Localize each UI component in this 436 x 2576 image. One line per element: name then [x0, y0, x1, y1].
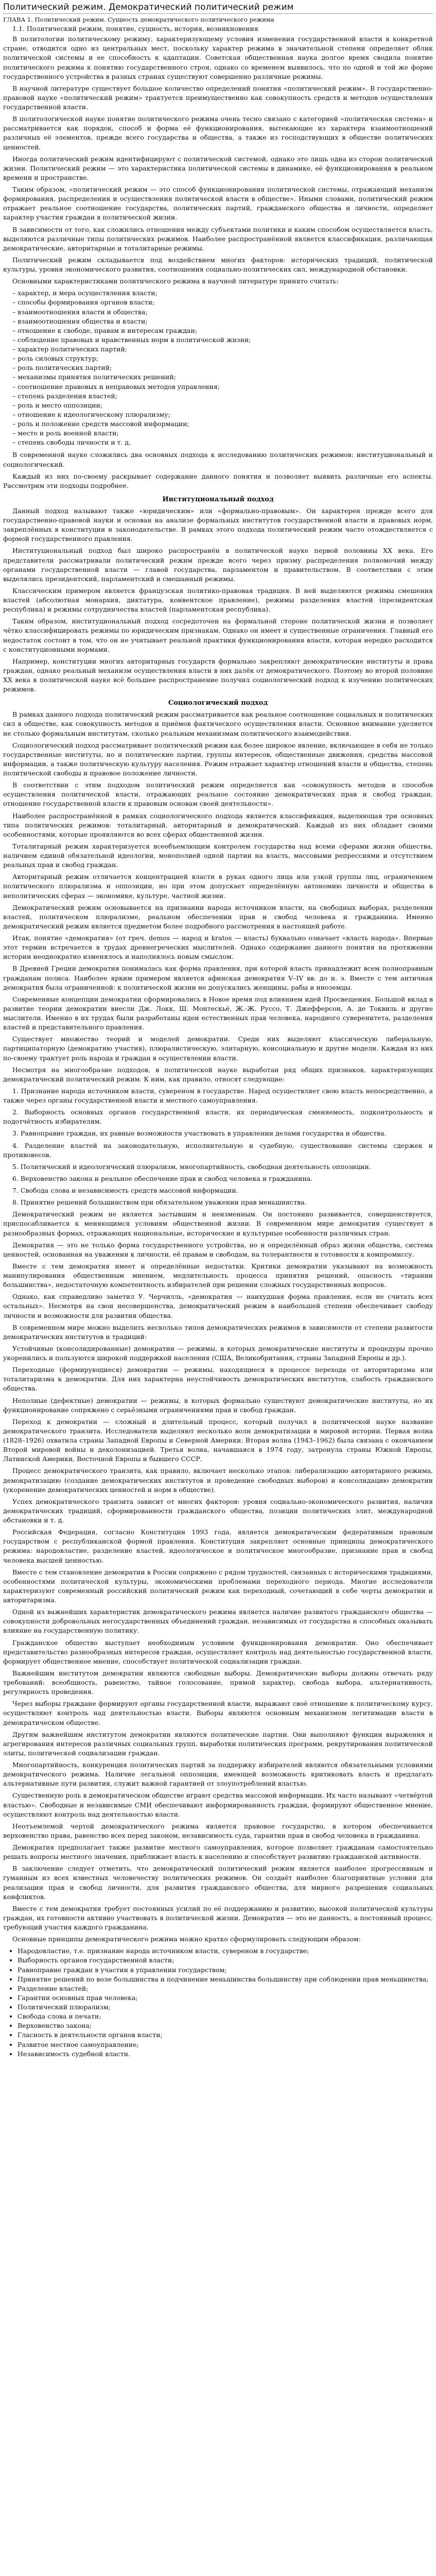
- document-body: [3, 24, 433, 2059]
- paragraph: Классическим примером является французская политико-правовая традиция. В ней выделяются режимы смешения властей (абсолютная монархия, диктатура, конвентское правление), режимы разделения властей (президентская республика) и режимы сотрудничества властей (парламентская республика).: [3, 586, 433, 614]
- list-item: – взаимоотношения общества и власти;: [12, 317, 148, 325]
- paragraph: В рамках данного подхода политический режим рассматривается как реальное соотношение социальных и политических сил в обществе, как совокупность методов и приёмов фактического осуществления власти. Основное внимание уделяется не столько формальным институтам, сколько реальным механизмам политического взаимодействия.: [3, 710, 433, 737]
- paragraph: Авторитарный режим отличается концентрацией власти в руках одного лица или узкой группы лиц, ограничением политического плюрализма и оппозиции, но при этом допускает определённую автономию личности и общества в неполитических сферах — экономике, культуре, частной жизни.: [3, 873, 433, 900]
- paragraph: 4. Разделение властей на законодательную, исполнительную и судебную, существование системы сдержек и противовесов.: [3, 1141, 433, 1159]
- paragraph: Современные концепции демократии сформировались в Новое время под влиянием идей Просвещения. Большой вклад в развитие теории демократии внесли Дж. Локк, Ш. Монтескьё, Ж.-Ж. Руссо, Т. Джефферсон, А. де Токвиль и другие мыслители. Именно в их трудах были разработаны идеи естественных прав человека, народного суверенитета, разделения властей и представительного правления.: [3, 995, 433, 1031]
- list-item: • Выборность органов государственной власти;: [18, 1956, 433, 1965]
- paragraph: Переход к демократии — сложный и длительный процесс, который получил в политической науке название демократического транзита. Исследователи выделяют несколько волн демократизации в мировой истории. Первая волна (1828–1926) охватила страны Западной Европы и Северной Америки. Вторая волна (1943–1962) была связана с окончанием Второй мировой войны и деколонизацией. Третья волна, начавшаяся в 1974 году, затронула страны Южной Европы, Латинской Америки, Восточной Европы и бывшего СССР.: [3, 1417, 433, 1463]
- paragraph: Существенную роль в демократическом обществе играют средства массовой информации. Их часто называют «четвёртой властью». Свободные и независимые СМИ обеспечивают информированность граждан, формируют общественное мнение, осуществляют контроль над деятельностью власти.: [3, 1791, 433, 1818]
- list-item: – характер политических партий;: [12, 345, 128, 353]
- paragraph: В научной литературе существует большое количество определений понятия «политический режим». В государственно-правовой науке «политический режим» трактуется преимущественно как совокупность средств и методов осуществления государственной власти.: [3, 84, 433, 111]
- paragraph: Неполные (дефектные) демократии — режимы, в которых формально существуют демократические институты, но их функционирование сопряжено с серьёзными ограничениями прав и свобод граждан.: [3, 1396, 433, 1414]
- paragraph: Однако, как справедливо заметил У. Черчилль, «демократия — наихудшая форма правления, если не считать всех остальных». Несмотря на свои несовершенства, демократический режим в наибольшей степени обеспечивает свободу личности и возможности для развития общества.: [3, 1293, 433, 1319]
- paragraph: Наиболее распространённой в рамках социологического подхода является классификация, выделяющая три основных типа политических режимов: тоталитарный, авторитарный и демократический. Каждый из них обладает своими особенностями, которые проявляются во всех сферах общественной жизни.: [3, 811, 433, 838]
- list-item: – взаимоотношения власти и общества;: [12, 308, 148, 316]
- paragraph: Таким образом, институциональный подход сосредоточен на формальной стороне политической жизни и позволяет чётко классифицировать режимы по юридическим признакам. Однако он имеет и существенные ограничения. Главный его недостаток состоит в том, что он не учитывает реальной практики функционирования власти, которая нередко расходится с конституционными нормами.: [3, 617, 433, 653]
- paragraph: Существует множество теорий и моделей демократии. Среди них выделяют классическую либеральную, партиципаторную (демократию участия), плюралистическую, элитарную, консоциальную и другие модели. Каждая из них по-своему трактует роль народа и граждан в осуществлении власти.: [3, 1035, 433, 1062]
- paragraph: 6. Верховенство закона и реальное обеспечение прав и свобод человека и гражданина.: [12, 1174, 313, 1182]
- paragraph: 5. Политический и идеологический плюрализм, многопартийность, свободная деятельность оппозиции.: [12, 1162, 371, 1171]
- paragraph: Важнейшим институтом демократии являются свободные выборы. Демократические выборы должны отвечать ряду требований: всеобщность, равенство, тайное голосование, прямой характер, свобода выбора, альтернативность, регулярность проведения.: [3, 1669, 433, 1696]
- paragraph: Социологический подход рассматривает политический режим как более широкое явление, включающее в себя не только государственные институты, но и политические партии, группы интересов, общественные движения, средства массовой информации, а также политическую культуру населения. Режим отражает характер отношений власти и общества, степень политической свободы и правовое положение личности.: [3, 741, 433, 777]
- paragraph: Например, конституции многих авторитарных государств формально закрепляют демократические институты и права граждан, однако реальный механизм осуществления власти в них далёк от демократического. Поэтому во второй половине XX века в политической науке всё большее распространение получил социологический подход к изучению политических режимов.: [3, 657, 433, 693]
- paragraph: Итак, понятие «демократия» (от греч. demos — народ и kratos — власть) буквально означает «власть народа». Впервые этот термин встречается в трудах древнегреческих мыслителей. Однако содержание данного понятия на протяжении истории неоднократно изменялось и наполнялось новым смыслом.: [3, 934, 433, 961]
- paragraph: 1. Признание народа источником власти, сувереном в государстве. Народ осуществляет свою власть непосредственно, а также через органы государственной власти и местного самоуправления.: [3, 1087, 433, 1104]
- paragraph: В современной науке сложились два основных подхода к исследованию политических режимов: институциональный и социологический.: [3, 451, 433, 468]
- paragraph: Основные принципы демократического режима можно кратко сформулировать следующим образом:: [12, 1935, 361, 1943]
- paragraph: В политологической науке понятие политического режима очень тесно связано с категорией «политическая система» и рассматривается как порядок, способ и форма её функционирования, вытекающие из характера взаимоотношений различных её элементов, прежде всего государства и общества, а также из господствующих в обществе политических ценностей.: [3, 115, 433, 151]
- list-item: • Народовластие, т.е. признание народа источником власти, сувереном в государстве;: [18, 1946, 433, 1956]
- paragraph: Тоталитарный режим характеризуется всеобъемлющим контролем государства над всеми сферами жизни общества, наличием единой обязательной идеологии, монополией одной партии на власть, массовыми репрессиями и отсутствием реальных прав и свобод граждан.: [3, 842, 433, 869]
- list-item: • Принятие решений по воле большинства и подчинение меньшинства большинству при соблюдении прав меньшинства;: [18, 1975, 433, 1984]
- paragraph: В политологии политическому режиму, характеризующему условия изменения государственной власти в конкретной стране, отводится одно из центральных мест, поскольку характер режима в значительной степени определяет облик политической системы и ее способность к адаптации. Советская общественная наука долгое время сводила понятие политического режима к понятию государственного строя, однако со временем выявилось, что по одной и той же форме государственного устройства в разных странах существуют совершенно различные режимы.: [3, 35, 433, 80]
- list-item: – степень свободы личности и т. д.: [12, 438, 131, 447]
- paragraph: Многопартийность, конкуренция политических партий за поддержку избирателей являются обязательными условиями демократического режима. Наличие легальной оппозиции, имеющей возможность критиковать власть и предлагать альтернативные пути развития, служит важной гарантией от злоупотреблений властью.: [3, 1761, 433, 1788]
- paragraph: Вместе с тем демократия имеет и определённые недостатки. Критики демократии указывают на возможность манипулирования общественным мнением, медлительность процесса принятия решений, опасность «тирании большинства», недостаточную компетентность избирателей при решении сложных государственных вопросов.: [3, 1262, 433, 1289]
- paragraph: Одной из важнейших характеристик демократического режима является наличие развитого гражданского общества — совокупности добровольных негосударственных объединений граждан, независимых от государства и способных оказывать влияние на государственную политику.: [3, 1608, 433, 1635]
- list-item: – отношение к свободе, правам и интересам граждан;: [12, 326, 198, 334]
- paragraph: Другим важнейшим институтом демократии являются политические партии. Они выполняют функции выражения и агрегирования интересов различных социальных групп, выработки политических программ, рекрутирования политической элиты, политической социализации граждан.: [3, 1730, 433, 1757]
- list-item: • Гарантии основных прав человека;: [18, 1993, 433, 2003]
- list-item: – роль и место оппозиции;: [12, 401, 103, 409]
- list-item: – способы формирования органов власти;: [12, 298, 155, 307]
- paragraph: Политический режим складывается под воздействием многих факторов: исторических традиций, политической культуры, уровня экономического развития, соотношения социально-политических сил, международной обстановки.: [3, 256, 433, 273]
- paragraph: Институциональный подход был широко распространён в политической науке первой половины XX века. Его представители рассматривали политический режим прежде всего через призму распределения полномочий между органами государственной власти — главой государства, парламентом и правительством. В соответствии с этим выделялись президентский, парламентский и смешанный режимы.: [3, 547, 433, 583]
- paragraph: Вместе с тем демократия требует постоянных усилий по её поддержанию и развитию, высокой политической культуры граждан, их готовности активно участвовать в политической жизни. Демократия — это не данность, а постоянный процесс, требующий участия каждого гражданина.: [3, 1904, 433, 1931]
- paragraph: Таким образом, «политический режим — это способ функционирования политической системы, отражающий механизм формирования, распределения и осуществления политической власти в обществе». Иными словами, политический режим отражает реальное соотношение государства, политических партий, гражданского общества и личности, определяет характер участия граждан в политической жизни.: [3, 185, 433, 222]
- characteristics-list: [3, 289, 433, 447]
- paragraph: Демократия — это не только форма государственного устройства, но и определённый образ жизни общества, система ценностей, основанная на уважении к личности, её правам и свободам, на толерантности и готовности к компромиссу.: [3, 1241, 433, 1258]
- list-item: • Верховенство закона;: [18, 2021, 433, 2030]
- paragraph: Успех демократического транзита зависит от многих факторов: уровня социально-экономического развития, наличия демократических традиций, сформированности гражданского общества, позиции политических элит, международной обстановки и т. д.: [3, 1497, 433, 1524]
- paragraph: Демократический режим основывается на признании народа источником власти, на свободных выборах, разделении властей, политическом плюрализме, реальном обеспечении прав и свобод человека и гражданина. Именно демократический режим является предметом более подробного рассмотрения в настоящей работе.: [3, 903, 433, 930]
- list-item: • Развитое местное самоуправление;: [18, 2040, 433, 2049]
- paragraph: Гражданское общество выступает необходимым условием функционирования демократии. Оно обеспечивает представительство разнообразных интересов граждан, осуществляет контроль над деятельностью государственной власти, формирует общественное мнение, способствует политической социализации граждан.: [3, 1638, 433, 1665]
- paragraph: 7. Свобода слова и независимость средств массовой информации.: [12, 1187, 238, 1194]
- list-item: • Свобода слова и печати;: [18, 2012, 433, 2021]
- paragraph: В соответствии с этим подходом политический режим определяется как «совокупность методов и способов осуществления политической власти, отражающих реальное состояние демократических прав и свобод граждан, отношение государственной власти к правовым основам своей деятельности».: [3, 781, 433, 808]
- paragraph: Данный подход называют также «юридическим» или «формально-правовым». Он характерен прежде всего для государственно-правовой науки и основан на анализе формальных институтов государственной власти и правовых норм, закреплённых в конституции и законодательстве. В рамках этого подхода политический режим часто отождествляется с формой государственного правления.: [3, 506, 433, 543]
- paragraph: Вместе с тем становление демократии в России сопряжено с рядом трудностей, связанных с историческими традициями, особенностями политической культуры, экономическими проблемами переходного периода. Многие исследователи характеризуют современный российский политический режим как переходный, сочетающий в себе черты демократии и авторитаризма.: [3, 1568, 433, 1604]
- page-title: Политический режим. Демократический политический режим: [3, 2, 294, 12]
- paragraph: В зависимости от того, как сложились отношения между субъектами политики и каким способом осуществляется власть, выделяются различные типы политических режимов. Наиболее распространённой является классификация, различающая демократические, авторитарные и тоталитарные режимы.: [3, 225, 433, 252]
- list-item: – место и роль военной власти;: [12, 429, 119, 437]
- list-item: – характер, и мера осуществления власти;: [12, 289, 158, 297]
- paragraph: Переходные (формирующиеся) демократии — режимы, находящиеся в процессе перехода от авторитаризма или тоталитаризма к демократии. Для них характерна неустойчивость демократических институтов, слабость гражданского общества.: [3, 1366, 433, 1393]
- principles-list: [3, 1946, 433, 2059]
- paragraph: Демократия предполагает также развитие местного самоуправления, которое позволяет гражданам самостоятельно решать вопросы местного значения, приближает власть к населению и способствует развитию гражданской активности.: [3, 1843, 433, 1861]
- paragraph: Российская Федерация, согласно Конституции 1993 года, является демократическим федеративным правовым государством с республиканской формой правления. Конституция закрепляет основные принципы демократического режима: народовластие, разделение властей, идеологическое и политическое многообразие, признание прав и свобод человека высшей ценностью.: [3, 1528, 433, 1564]
- paragraph: Основными характеристиками политического режима в научной литературе принято считать:: [12, 277, 339, 285]
- list-item: – соблюдение правовых и нравственных норм в политической жизни;: [12, 335, 251, 344]
- paragraph: В современном мире можно выделить несколько типов демократических режимов в зависимости от степени развитости демократических институтов и традиций:: [3, 1323, 433, 1341]
- paragraph: Устойчивые (консолидированные) демократии — режимы, в которых демократические институты и процедуры прочно укоренились и пользуются широкой поддержкой населения (США, Великобритания, страны Западной Европы и др.).: [3, 1344, 433, 1362]
- list-item: – роль и положение средств массовой информации;: [12, 420, 189, 428]
- paragraph: 3. Равноправие граждан, их равные возможности участвовать в управлении делами государства и общества.: [12, 1129, 387, 1138]
- paragraph: В Древней Греции демократия понималась как форма правления, при которой власть принадлежит всем полноправным гражданам полиса. Наиболее ярким примером является афинская демократия V–IV вв. до н. э. Вместе с тем античная демократия была ограниченной: к политической жизни не допускались женщины, рабы и иноземцы.: [3, 964, 433, 991]
- list-item: • Независимость судебной власти.: [18, 2049, 433, 2059]
- paragraph: Иногда политический режим идентифицируют с политической системой, однако это лишь одна из сторон политической жизни. Политический режим — это характеристика политической системы в динамике, её функционирования в реальном времени и пространстве.: [3, 155, 433, 181]
- list-item: – степень разделения властей;: [12, 392, 117, 400]
- list-item: – механизмы принятия политических решений;: [12, 373, 176, 381]
- section-heading: Социологический подход: [168, 699, 268, 707]
- list-item: – роль силовых структур;: [12, 354, 98, 363]
- list-item: • Гласность в деятельности органов власти;: [18, 2030, 433, 2040]
- paragraph: Каждый из них по-своему раскрывает содержание данного понятия и позволяет выявить различные его аспекты. Рассмотрим эти подходы подробнее.: [3, 472, 433, 489]
- list-item: – соотношение правовых и неправовых методов управления;: [12, 382, 220, 391]
- section-heading: Институциональный подход: [162, 495, 274, 503]
- list-item: • Политический плюрализм;: [18, 2003, 433, 2012]
- list-item: – роль политических партий;: [12, 364, 112, 372]
- paragraph: Через выборы граждане формируют органы государственной власти, выражают своё отношение к политическому курсу, осуществляют контроль над деятельностью власти. Выборы являются основным механизмом легитимации власти в демократическом обществе.: [3, 1700, 433, 1726]
- title-divider: [3, 13, 433, 14]
- paragraph: Несмотря на многообразие подходов, в политической науке выработан ряд общих признаков, характеризующих демократический политический режим. К ним, как правило, относят следующие:: [3, 1065, 433, 1083]
- paragraph: 2. Выборность основных органов государственной власти, их периодическая сменяемость, подконтрольность и подотчётность избирателям.: [3, 1108, 433, 1126]
- paragraph: 8. Принятие решений большинством при обязательном уважении прав меньшинства.: [12, 1198, 307, 1207]
- paragraph: Процесс демократического транзита, как правило, включает несколько этапов: либерализацию авторитарного режима, демократизацию (создание демократических институтов и проведение свободных выборов) и консолидацию демократии (укоренение демократических ценностей и норм в обществе).: [3, 1467, 433, 1494]
- list-item: • Разделение властей;: [18, 1984, 433, 1993]
- list-item: • Равноправие граждан в участии в управлении государством;: [18, 1965, 433, 1975]
- list-item: – отношение к идеологическому плюрализму;: [12, 410, 170, 418]
- paragraph: Демократический режим не является застывшим и неизменным. Он постоянно развивается, совершенствуется, приспосабливается к меняющимся условиям общественной жизни. В современном мире демократия существует в разнообразных формах, отражающих национальные, исторические и культурные особенности различных стран.: [3, 1210, 433, 1237]
- breadcrumb: ГЛАВА 1. Политический режим. Сущность демократического политического режима: [3, 16, 274, 23]
- paragraph: 1.1. Политический режим, понятие, сущность, история, возникновения: [12, 25, 258, 32]
- paragraph: Неотъемлемой чертой демократического режима является правовое государство, в котором обеспечивается верховенство права, равенство всех перед законом, независимость суда, гарантии прав и свобод человека и гражданина.: [3, 1822, 433, 1839]
- paragraph: В заключение следует отметить, что демократический политический режим является наиболее прогрессивным и гуманным из всех известных человечеству политических режимов. Он создаёт наиболее благоприятные условия для реализации прав и свобод личности, для развития гражданского общества, для мирного разрешения социальных конфликтов.: [3, 1865, 433, 1901]
